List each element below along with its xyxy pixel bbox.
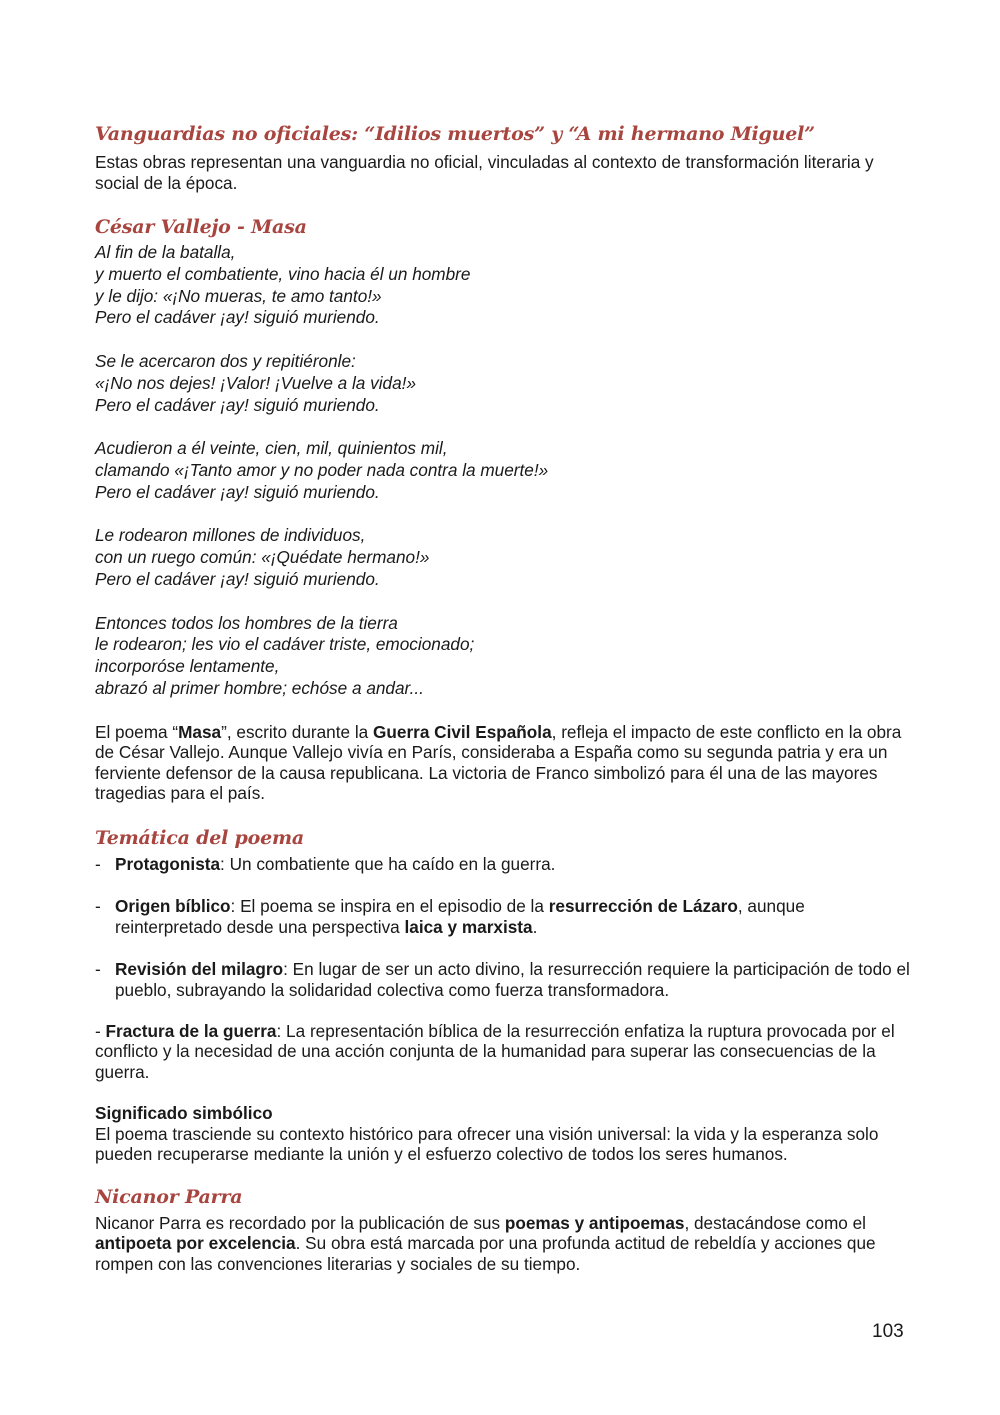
list-item-body: : La representación bíblica de la resurrección enfatiza la ruptura provocada por el conflicto y la necesidad de una acción conjunta de la humanidad para superar las consecuencias de la guerra. xyxy=(95,1020,895,1082)
poem-line: le rodearon; les vio el cadáver triste, emocionado; xyxy=(95,634,475,655)
parra-body xyxy=(95,1213,910,1275)
poem-line: incorporóse lentamente, xyxy=(95,656,280,677)
significado-title xyxy=(95,1103,910,1124)
poem-line: y le dijo: «¡No mueras, te amo tanto!» xyxy=(95,285,382,306)
commentary-text: El poema “ xyxy=(95,721,179,742)
parra-bold: antipoeta por excelencia xyxy=(95,1233,296,1254)
list-item-fractura xyxy=(95,1021,910,1083)
list-item-body: : El poema se inspira en el episodio de la xyxy=(230,895,549,916)
heading-vallejo: César Vallejo - Masa xyxy=(95,216,307,238)
list-item-body: : En lugar de ser un acto divino, la resurrección requiere la participación de todo el pueblo, subrayando la solidaridad colectiva como fuerza transformadora. xyxy=(115,958,910,1000)
significado-body: El poema trasciende su contexto histórico para ofrecer una visión universal: la vida y la esperanza solo pueden recuperarse mediante la unión y el esfuerzo colectivo de todos los seres humanos. xyxy=(95,1123,879,1165)
poem-line: Pero el cadáver ¡ay! siguió muriendo. xyxy=(95,307,380,328)
list-item-body: . xyxy=(532,916,538,937)
commentary-text: ”, escrito durante la xyxy=(221,721,374,742)
poem-line: Pero el cadáver ¡ay! siguió muriendo. xyxy=(95,568,380,589)
list-item-protagonista xyxy=(95,854,910,875)
poem-stanza xyxy=(95,525,910,590)
poem-stanza xyxy=(95,351,910,416)
list-dash: - xyxy=(95,958,101,979)
list-item-revision xyxy=(95,959,910,1001)
list-item-label: Fractura de la guerra xyxy=(105,1020,277,1041)
page-number: 103 xyxy=(872,1321,904,1342)
page-content xyxy=(95,122,910,1274)
parra-bold: poemas y antipoemas xyxy=(504,1212,685,1233)
list-item-bold: resurrección de Lázaro xyxy=(548,895,738,916)
poem-line: Entonces todos los hombres de la tierra xyxy=(95,612,398,633)
list-item-label: Revisión del milagro xyxy=(115,958,284,979)
poem-line: con un ruego común: «¡Quédate hermano!» xyxy=(95,547,430,568)
list-item-label: Origen bíblico xyxy=(115,895,231,916)
vanguardias-body: Estas obras representan una vanguardia no oficial, vinculadas al contexto de transformación literaria y social de la época. xyxy=(95,152,874,193)
parra-text: Nicanor Parra es recordado por la publicación de sus xyxy=(95,1212,505,1233)
list-item-bold: laica y marxista xyxy=(404,916,533,937)
poem-stanza xyxy=(95,242,910,329)
poem-line: abrazó al primer hombre; echóse a andar... xyxy=(95,677,424,698)
poem-line: Acudieron a él veinte, cien, mil, quinientos mil, xyxy=(95,438,448,459)
parra-text: . Su obra está marcada por una profunda actitud de rebeldía y acciones que rompen con las convenciones literarias y sociales de su tiempo. xyxy=(95,1233,876,1274)
poem-line: Pero el cadáver ¡ay! siguió muriendo. xyxy=(95,394,380,415)
parra-text: , destacándose como el xyxy=(684,1212,866,1233)
poem-line: clamando «¡Tanto amor y no poder nada contra la muerte!» xyxy=(95,459,549,480)
masa-commentary xyxy=(95,722,910,804)
heading-tematica: Temática del poema xyxy=(95,826,305,849)
list-item-body: , aunque reinterpretado desde una perspectiva xyxy=(115,895,805,937)
poem-line: y muerto el combatiente, vino hacia él un hombre xyxy=(95,263,471,284)
list-dash: - xyxy=(95,895,101,916)
list-item-label: Protagonista xyxy=(115,853,221,874)
poem-stanza xyxy=(95,438,910,503)
poem-line: Se le acercaron dos y repitiéronle: xyxy=(95,350,356,371)
poem-line: Pero el cadáver ¡ay! siguió muriendo. xyxy=(95,481,380,502)
heading-parra: Nicanor Parra xyxy=(95,1185,243,1208)
list-item-prefix: - xyxy=(95,1020,106,1041)
significado-label: Significado simbólico xyxy=(95,1103,273,1124)
poem-line: Al fin de la batalla, xyxy=(95,242,236,262)
poem-stanza xyxy=(95,613,910,700)
poem-line: Le rodearon millones de individuos, xyxy=(95,525,366,546)
list-item-body: : Un combatiente que ha caído en la guerra. xyxy=(220,853,556,874)
list-item-text xyxy=(115,854,555,875)
list-dash: - xyxy=(95,853,101,874)
heading-vanguardias: Vanguardias no oficiales: “Idilios muertos” y “A mi hermano Miguel” xyxy=(95,123,815,145)
commentary-text: , refleja el impacto de este conflicto en la obra de César Vallejo. Aunque Vallejo vivía en París, consideraba a España como su segunda patria y era un ferviente defensor de la causa republicana. La victoria de Franco simbolizó para él una de las mayores tragedias para el país. xyxy=(95,721,902,804)
poem-masa xyxy=(95,242,910,700)
commentary-bold: Guerra Civil Española xyxy=(373,721,552,742)
commentary-bold: Masa xyxy=(178,721,222,742)
poem-line: «¡No nos dejes! ¡Valor! ¡Vuelve a la vida!» xyxy=(95,372,417,393)
list-item-origen xyxy=(95,896,910,938)
list-item-text xyxy=(115,959,910,1001)
list-item-text xyxy=(115,896,910,938)
